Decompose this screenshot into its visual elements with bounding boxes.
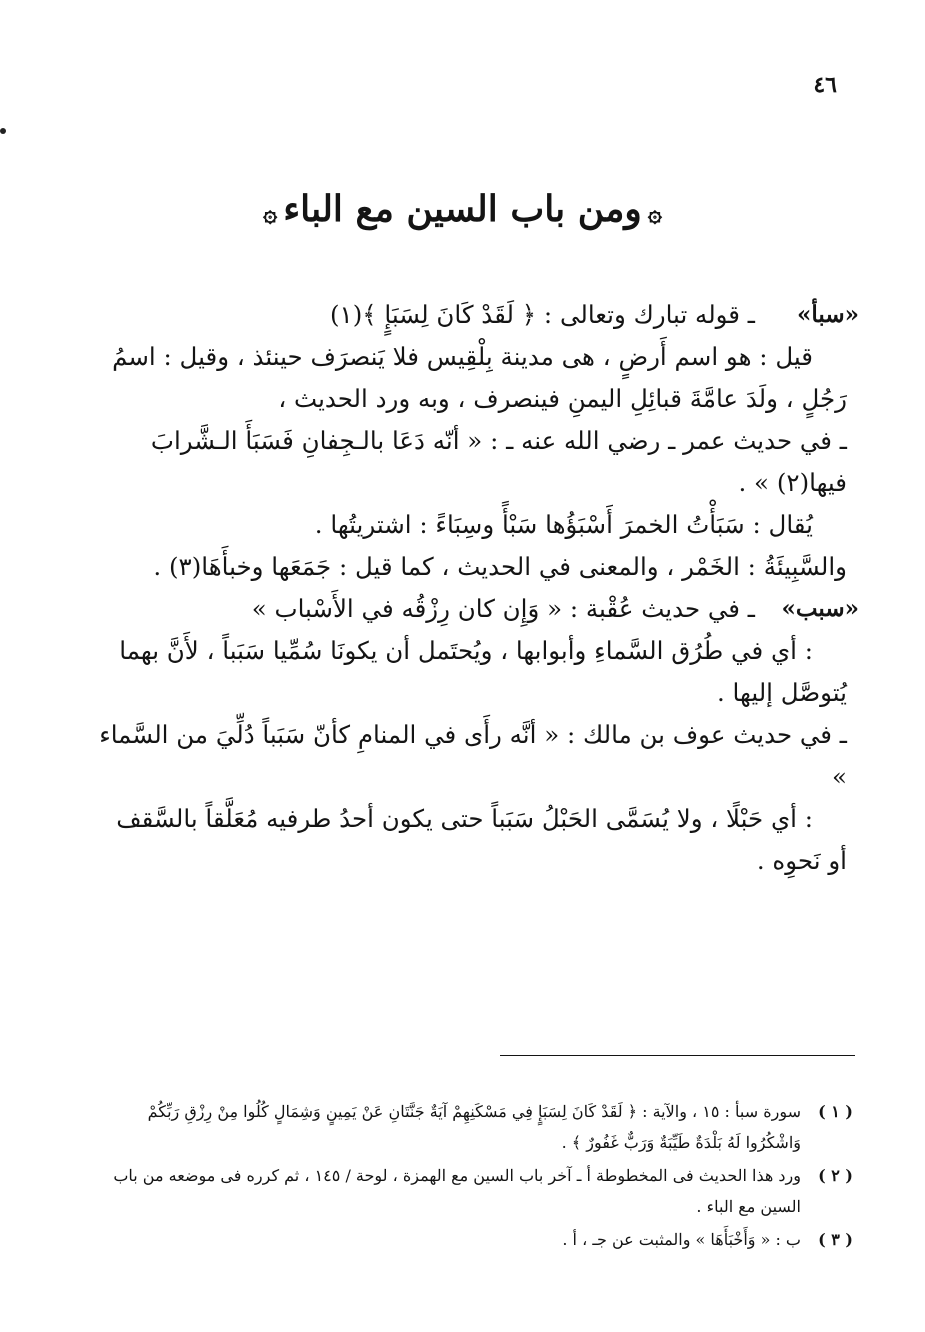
entry-paragraph: يُقال : سَبَأْتُ الخمرَ أَسْبَؤُها سَبْأً وسِبَاءً : اشتريتُها . (314, 510, 813, 539)
footnote-divider (500, 1055, 855, 1056)
footnote-text: ب : « وَأَخْبَأَهَا » والمثبت عن جـ ، أ . (562, 1230, 801, 1249)
footnote-text: سورة سبأ : ١٥ ، والآية : ﴿ لَقَدْ كَانَ لِسَبَإٍ فِي مَسْكَنِهِمْ آيَةٌ جَنَّتَانِ عَنْ يَمِينٍ وَشِمَالٍ كُلُوا مِنْ رِزْقِ رَبِّكُمْ وَاشْكُرُوا لَهُ بَلْدَةٌ طَيِّبَةٌ وَرَبٌّ غَفُورٌ ﴾ . (147, 1102, 801, 1152)
footnote (103, 1224, 853, 1255)
chapter-title (0, 188, 925, 230)
entry-paragraph: : أي في طُرُق السَّماءِ وأبوابها ، ويُحتَمل أن يكونَا سُمِّيا سَبَباً ، لأَنَّ بهما يُتوصَّل إليها . (119, 636, 847, 707)
entry-paragraph: والسَّبِيئَةُ : الخَمْر ، والمعنى في الحديث ، كما قيل : جَمَعَها وخبأَهَا(٣) . (153, 552, 847, 581)
entry-body (97, 588, 847, 882)
entry-body (97, 294, 847, 588)
chapter-title-text: ومن باب السين مع الباء (283, 188, 642, 230)
entry-paragraph: قيل : هو اسم أَرضٍ ، هى مدينة بِلْقِيس فلا يَنصرَف حينئذ ، وقيل : اسمُ رَجُلٍ ، ولَدَ عامَّةَ قبائِلِ اليمنِ فينصرف ، وبه ورد الحديث ، (112, 342, 847, 413)
footnote (103, 1160, 853, 1222)
entry-sabab (97, 588, 859, 882)
entry-paragraph: ـ في حديث عُقْبة : « وَإِن كان رِزْقُه في الأَسْباب » (251, 594, 755, 623)
ornament-icon: ۞ (647, 197, 662, 227)
entry-paragraph: : أي حَبْلًا ، ولا يُسَمَّى الحَبْلُ سَبَباً حتى يكون أحدُ طرفيه مُعَلَّقاً بالسَّقف أو نَحوِه . (116, 804, 847, 875)
footnote (103, 1096, 853, 1158)
ornament-icon: ۞ (263, 197, 278, 227)
entry-paragraph: ـ في حديث عمر ـ رضي الله عنه ـ : « أنّه دَعَا بالـجِفانِ فَسَبَأَ الـشَّرابَ فيها(٢) » . (150, 426, 847, 497)
headword: «سبأ» (797, 301, 859, 328)
footnote-text: ورد هذا الحديث فى المخطوطة أ ـ آخر باب السين مع الهمزة ، لوحة / ١٤٥ ، ثم كرره فى موضعه من باب السين مع الباء . (113, 1166, 801, 1216)
footnote-number: ( ٣ ) (818, 1230, 853, 1249)
footnote-number: ( ٢ ) (818, 1166, 853, 1185)
page-number: ٤٦ (813, 72, 837, 98)
entry-saba (97, 294, 859, 588)
entry-paragraph: ـ قوله تبارك وتعالى : ﴿ لَقَدْ كَانَ لِسَبَإٍ ﴾(١) (329, 300, 755, 329)
dictionary-entries (97, 294, 859, 882)
footnotes (103, 1096, 853, 1257)
entry-paragraph: ـ في حديث عوف بن مالك : « أنَّه رأَى في المنامِ كأنّ سَبَباً دُلِّيَ من السَّماء » (99, 720, 847, 791)
headword: «سبب» (781, 595, 859, 622)
scan-mark (0, 128, 6, 134)
footnote-number: ( ١ ) (818, 1102, 853, 1121)
